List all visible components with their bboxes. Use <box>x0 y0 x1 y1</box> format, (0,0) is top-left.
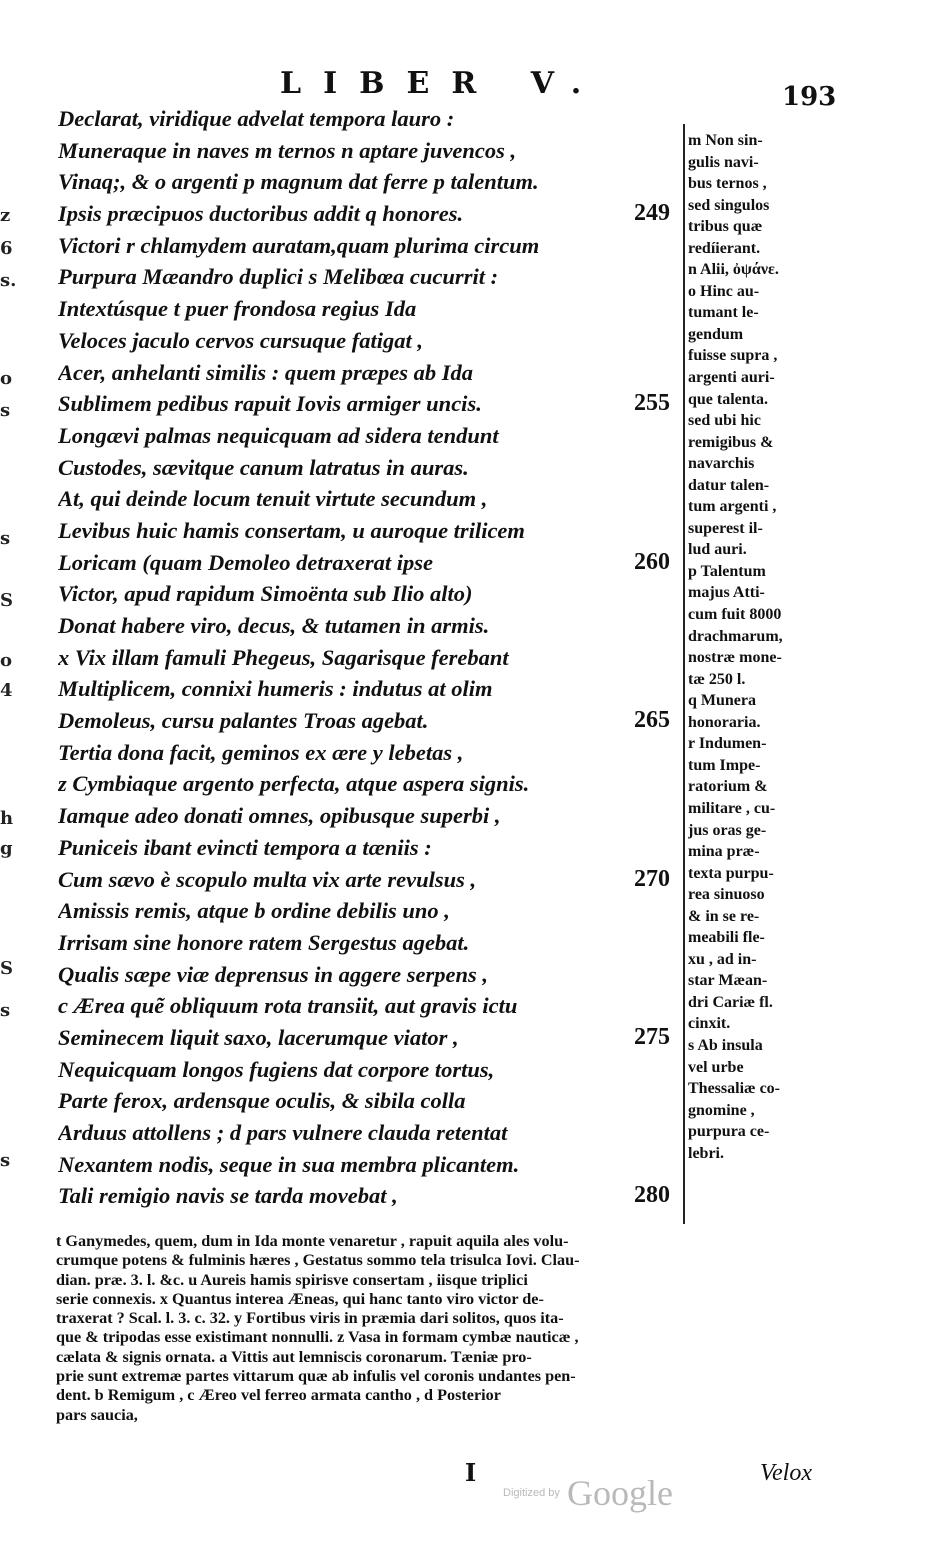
margin-note-line: dri Cariæ fl. <box>688 993 773 1011</box>
margin-note-line: rea sinuoso <box>688 886 765 904</box>
margin-note-line: argenti auri- <box>688 369 775 387</box>
watermark-prefix: Digitized by <box>503 1487 560 1499</box>
verse-text: Loricam (quam Demoleo detraxerat ipse <box>58 549 433 575</box>
edge-mark: S <box>0 958 13 979</box>
margin-note-line: jus oras ge- <box>688 821 767 839</box>
verse-line <box>58 1180 678 1212</box>
margin-note-line: militare , cu- <box>688 799 776 817</box>
line-number: 260 <box>634 548 670 575</box>
verse-text: Longævi palmas nequicquam ad sidera tendunt <box>58 422 499 448</box>
edge-mark: z <box>0 205 11 226</box>
line-number: 265 <box>634 707 670 734</box>
signature-mark: I <box>465 1458 477 1487</box>
verse-line <box>58 1117 678 1149</box>
google-watermark <box>503 1472 673 1514</box>
footnote-line: dian. præ. 3. l. &c. u Aureis hamis spirisve consertam , iisque triplici <box>56 1270 528 1289</box>
verse-text: Levibus huic hamis consertam, u auroque trilicem <box>58 517 525 543</box>
verse-text: Purpura Mæandro duplici s Melibœa cucurrit : <box>58 264 499 290</box>
verse-line <box>58 388 678 420</box>
margin-note-line: redíierant. <box>688 239 761 257</box>
verse-line <box>58 420 678 452</box>
margin-note-line: superest il- <box>688 519 763 537</box>
footnote-line: pars saucia, <box>56 1405 138 1424</box>
verse-text: Seminecem liquit saxo, lacerumque viator , <box>58 1024 459 1050</box>
edge-mark: g <box>0 838 13 859</box>
verse-text: Victori r chlamydem auratam,quam plurima circum <box>58 232 540 258</box>
margin-note-line: Thessaliæ co- <box>688 1080 780 1098</box>
footnote-line: prie sunt extremæ partes vittarum quæ ab infulis vel coronis undantes pen- <box>56 1367 576 1386</box>
verse-text: Acer, anhelanti similis : quem præpes ab Ida <box>58 359 474 385</box>
verse-text: Puniceis ibant evincti tempora a tæniis : <box>58 834 432 860</box>
footnote-line: t Ganymedes, quem, dum in Ida monte venaretur , rapuit aquila ales volu- <box>56 1232 569 1250</box>
verse-line <box>58 166 678 198</box>
margin-note-line: & in se re- <box>688 907 760 925</box>
margin-note-line: cinxit. <box>688 1015 731 1033</box>
verse-line <box>58 895 678 927</box>
edge-mark: s <box>0 528 11 549</box>
margin-note-line: o Hinc au- <box>688 282 760 300</box>
edge-mark: o <box>0 368 13 389</box>
verse-line <box>58 261 678 293</box>
verse-line <box>58 864 678 896</box>
margin-note-line: que talenta. <box>688 390 768 408</box>
verse-line <box>58 515 678 547</box>
verse-text: Parte ferox, ardensque oculis, & sibila colla <box>58 1088 466 1114</box>
verse-text: Amissis remis, atque b ordine debilis uno , <box>58 898 450 924</box>
edge-mark: 6 <box>0 238 13 259</box>
verse-text: Nequicquam longos fugiens dat corpore tortus, <box>58 1056 495 1082</box>
margin-note-line: remigibus & <box>688 433 774 451</box>
verse-line <box>58 610 678 642</box>
verse-text: x Vix illam famuli Phegeus, Sagarisque ferebant <box>58 644 509 670</box>
verse-line <box>58 673 678 705</box>
page-header <box>280 66 640 106</box>
verse-text: Custodes, sævitque canum latratus in auras. <box>58 454 469 480</box>
verse-text: Nexantem nodis, seque in sua membra plicantem. <box>58 1151 520 1177</box>
line-number: 275 <box>634 1023 670 1050</box>
margin-note-line: p Talentum <box>688 562 766 580</box>
verse-text: Declarat, viridique advelat tempora lauro : <box>58 106 455 131</box>
margin-note-line: meabili fle- <box>688 929 765 947</box>
margin-note-line: gendum <box>688 325 744 343</box>
margin-note-line: xu , ad in- <box>688 950 757 968</box>
margin-note-line: s Ab insula <box>688 1036 763 1054</box>
margin-note-line: tæ 250 l. <box>688 670 746 688</box>
verse-line <box>58 1149 678 1181</box>
margin-note-line: sed singulos <box>688 196 770 214</box>
verse-text: Tali remigio navis se tarda movebat , <box>58 1183 398 1209</box>
margin-note-line: drachmarum, <box>688 627 783 645</box>
margin-note-line: navarchis <box>688 455 755 473</box>
verse-text: Qualis sæpe viæ deprensus in aggere serpens , <box>58 961 489 987</box>
margin-note-line: lud auri. <box>688 541 747 559</box>
footnote-line: crumque potens & fulminis hæres , Gestatus sommo tela trisulca Iovi. Clau- <box>56 1251 580 1270</box>
verse-text: Multiplicem, connixi humeris : indutus at olim <box>58 676 493 702</box>
verse-text: Cum sævo è scopulo multa vix arte revulsus , <box>58 866 477 892</box>
verse-line <box>58 768 678 800</box>
edge-mark: s <box>0 1150 11 1171</box>
verse-line <box>58 103 678 135</box>
verse-line <box>58 1054 678 1086</box>
verse-text: At, qui deinde locum tenuit virtute secundum , <box>58 486 488 512</box>
margin-note-line: mina præ- <box>688 843 760 861</box>
verse-line <box>58 800 678 832</box>
verse-line <box>58 452 678 484</box>
line-number: 255 <box>634 390 670 417</box>
edge-mark: 4 <box>0 680 13 701</box>
line-number: 249 <box>634 200 670 227</box>
margin-note-line: gulis navi- <box>688 153 759 171</box>
verse-line <box>58 325 678 357</box>
margin-note-line: gnomine , <box>688 1101 755 1119</box>
verse-line <box>58 135 678 167</box>
margin-note-line: datur talen- <box>688 476 770 494</box>
margin-note-line: r Indumen- <box>688 735 767 753</box>
verse-text: Demoleus, cursu palantes Troas agebat. <box>58 708 429 734</box>
verse-line <box>58 705 678 737</box>
verse-text: Ipsis præcipuos ductoribus addit q honores. <box>58 201 464 227</box>
verse-text: Tertia dona facit, geminos ex ære y lebetas , <box>58 739 464 765</box>
verse-text: c Ærea quẽ obliquum rota transiit, aut gravis ictu <box>58 993 518 1019</box>
verse-text: Donat habere viro, decus, & tutamen in armis. <box>58 613 490 638</box>
margin-note-line: majus Atti- <box>688 584 765 602</box>
footnote-line: cælata & signis ornata. a Vittis aut lemniscis coronarum. Tæniæ pro- <box>56 1347 532 1366</box>
edge-mark: s <box>0 1000 11 1021</box>
verse-line <box>58 642 678 674</box>
margin-note-line: q Munera <box>688 692 756 710</box>
margin-note-line: ratorium & <box>688 778 768 796</box>
verse-line <box>58 959 678 991</box>
verse-text: Intextúsque t puer frondosa regius Ida <box>58 296 417 322</box>
verse-text: Irrisam sine honore ratem Sergestus agebat. <box>58 929 470 955</box>
verse-text: Sublimem pedibus rapuit Iovis armiger uncis. <box>58 391 482 417</box>
footnote-line: que & tripodas esse existimant nonnulli. z Vasa in formam cymbæ nauticæ , <box>56 1328 579 1347</box>
verse-text: Vinaq;, & o argenti p magnum dat ferre p talentum. <box>58 169 539 195</box>
verse-line <box>58 1022 678 1054</box>
edge-mark: S <box>0 590 13 611</box>
verse-line <box>58 230 678 262</box>
edge-mark: h <box>0 808 14 829</box>
verse-line <box>58 547 678 579</box>
footnote-line: traxerat ? Scal. l. 3. c. 32. y Fortibus viris in præmia dari solitos, quos ita- <box>56 1309 564 1328</box>
line-number: 280 <box>634 1182 670 1209</box>
edge-mark: o <box>0 650 13 671</box>
margin-note-line: fuisse supra , <box>688 347 778 365</box>
margin-note-line: tum Impe- <box>688 756 761 774</box>
verse-line <box>58 293 678 325</box>
margin-note-line: vel urbe <box>688 1058 744 1076</box>
margin-note-line: cum fuit 8000 <box>688 606 782 624</box>
line-number: 270 <box>634 865 670 892</box>
edge-mark: s. <box>0 270 17 291</box>
verse-text: Victor, apud rapidum Simoënta sub Ilio alto) <box>58 581 473 607</box>
watermark-brand: Google <box>566 1473 673 1513</box>
verse-line <box>58 1085 678 1117</box>
margin-note-line: tum argenti , <box>688 498 777 516</box>
verse-text: Veloces jaculo cervos cursuque fatigat , <box>58 327 423 353</box>
margin-note-line: tribus quæ <box>688 218 763 236</box>
margin-note-line: texta purpu- <box>688 864 774 882</box>
catchword: Velox <box>760 1460 812 1486</box>
verse-block <box>58 103 678 1212</box>
footnotes <box>56 1232 816 1425</box>
margin-note-line: m Non sin- <box>688 132 763 149</box>
verse-line <box>58 483 678 515</box>
margin-note-line: purpura ce- <box>688 1123 770 1141</box>
margin-note-line: n Alii, ὀψάνε. <box>688 261 779 279</box>
verse-line <box>58 832 678 864</box>
verse-text: z Cymbiaque argento perfecta, atque aspera signis. <box>58 771 530 797</box>
edge-mark: s <box>0 400 11 421</box>
verse-line <box>58 198 678 230</box>
margin-note-line: nostræ mone- <box>688 649 782 667</box>
margin-notes <box>688 130 828 1164</box>
margin-note-line: bus ternos , <box>688 175 767 193</box>
footnote-line: serie connexis. x Quantus interea Æneas, qui hanc tanto viro victor de- <box>56 1289 544 1308</box>
margin-note-line: sed ubi hic <box>688 412 761 430</box>
verse-line <box>58 990 678 1022</box>
running-title: LIBER V. <box>280 66 604 101</box>
margin-note-line: tumant le- <box>688 304 759 322</box>
verse-line <box>58 737 678 769</box>
verse-line <box>58 578 678 610</box>
footnote-line: dent. b Remigum , c Æreo vel ferreo armata cantho , d Posterior <box>56 1386 501 1405</box>
verse-text: Muneraque in naves m ternos n aptare juvencos , <box>58 137 517 163</box>
verse-text: Iamque adeo donati omnes, opibusque superbi , <box>58 803 501 829</box>
margin-note-line: lebri. <box>688 1144 724 1162</box>
verse-text: Arduus attollens ; d pars vulnere clauda retentat <box>58 1120 508 1145</box>
margin-note-line: honoraria. <box>688 713 761 731</box>
margin-rule <box>683 124 685 1224</box>
page-number: 193 <box>782 82 837 112</box>
verse-line <box>58 927 678 959</box>
margin-note-line: star Mæan- <box>688 972 768 990</box>
verse-line <box>58 357 678 389</box>
